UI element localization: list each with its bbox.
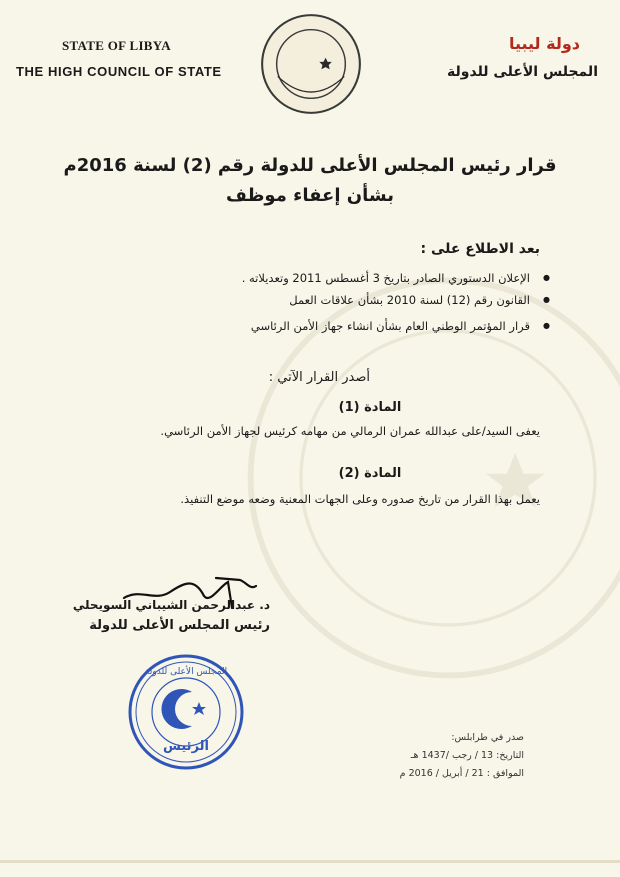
header-ar-state: دولة ليبيا bbox=[508, 34, 580, 53]
reference-item: ● الإعلان الدستوري الصادر بتاريخ 3 أغسطس 2011 وتعديلاته . bbox=[242, 270, 530, 292]
stamp-ring-text: المجلس الأعلى للدولة bbox=[144, 667, 228, 677]
official-stamp-icon bbox=[126, 652, 246, 772]
reference-item: ● القانون رقم (12) لسنة 2010 بشأن علاقات العمل bbox=[242, 292, 530, 314]
signatory-title: رئيس المجلس الأعلى للدولة bbox=[89, 618, 270, 633]
decree-intro: أصدر القرار الآتي : bbox=[268, 370, 370, 385]
issue-place: صدر في طرابلس: bbox=[451, 732, 524, 743]
reference-list bbox=[242, 270, 548, 340]
header-en-council: THE HIGH COUNCIL OF STATE bbox=[16, 64, 222, 79]
signatory-name: د. عبدالرحمن الشيباني السويحلي bbox=[72, 598, 270, 612]
header-ar-council: المجلس الأعلى للدولة bbox=[447, 64, 598, 80]
article-1-text: يعفى السيد/على عبدالله عمران الرمالي من مهامه كرئيس لجهاز الأمن الرئاسي. bbox=[160, 424, 540, 438]
issue-hijri-date: التاريخ: 13 / رجب /1437 هـ bbox=[410, 750, 524, 761]
council-emblem-icon bbox=[259, 12, 363, 116]
article-2-text: يعمل بهذا القرار من تاريخ صدوره وعلى الجهات المعنية وضعه موضع التنفيذ. bbox=[180, 492, 540, 506]
reference-item: ● قرار المؤتمر الوطني العام بشأن انشاء جهاز الأمن الرئاسي bbox=[242, 318, 530, 340]
bottom-border bbox=[0, 860, 620, 863]
article-2-title: المادة (2) bbox=[338, 466, 402, 481]
preamble-heading: بعد الاطلاع على : bbox=[420, 241, 540, 257]
stamp-center-word: الرئيس bbox=[163, 739, 209, 754]
issue-gregorian-date: الموافق : 21 / أبريل / 2016 م bbox=[399, 768, 524, 779]
decree-title: قرار رئيس المجلس الأعلى للدولة رقم (2) لسنة 2016م bbox=[63, 155, 557, 176]
article-1-title: المادة (1) bbox=[338, 400, 402, 415]
header-en-state: STATE OF LIBYA bbox=[62, 38, 171, 53]
decree-subject: بشأن إعفاء موظف bbox=[226, 185, 394, 206]
